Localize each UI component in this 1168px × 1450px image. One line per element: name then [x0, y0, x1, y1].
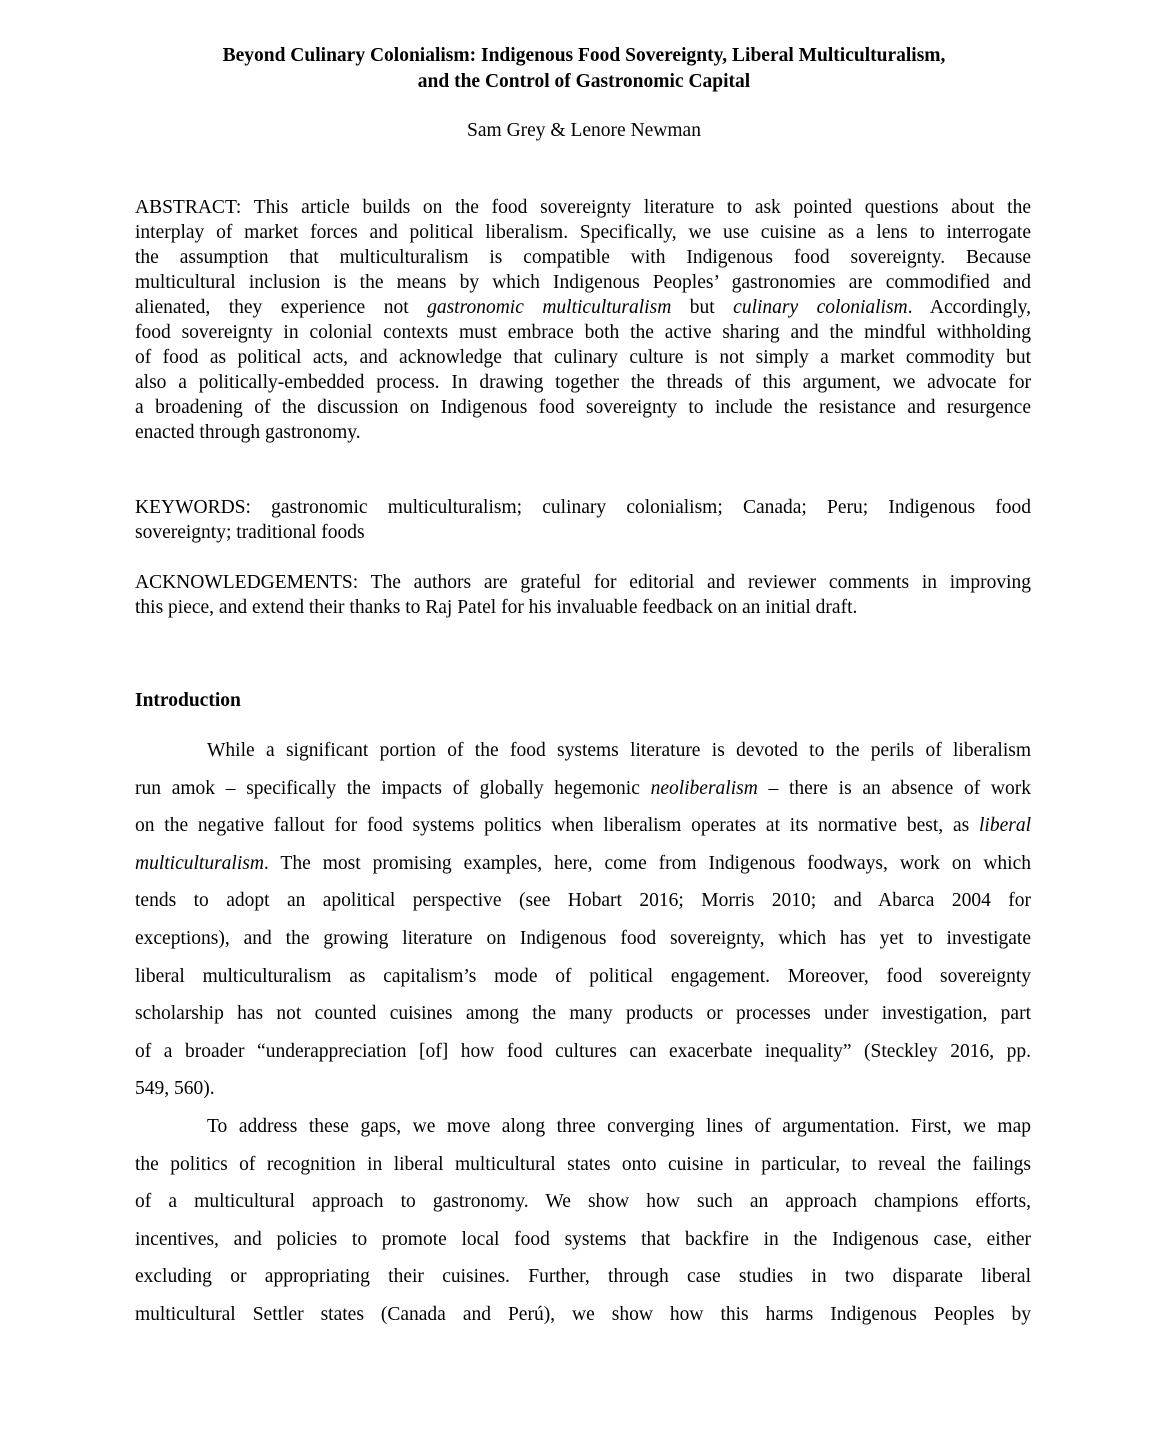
acknowledgements-line: ACKNOWLEDGEMENTS: The authors are grateful for editorial and reviewer comments in improving — [135, 572, 1031, 593]
abstract-line: enacted through gastronomy. — [135, 422, 361, 443]
abstract-section — [135, 195, 1031, 445]
paragraph-line: of a broader “underappreciation [of] how food cultures can exacerbate inequality” (Steckley 2016, pp. — [135, 1040, 1031, 1062]
abstract-label: ABSTRACT: — [135, 197, 242, 218]
abstract-line: ABSTRACT: This article builds on the food sovereignty literature to ask pointed questions about the — [135, 197, 1031, 218]
keywords-section — [135, 495, 1031, 545]
intro-paragraph-1 — [135, 732, 1031, 1108]
paper-title — [0, 43, 1168, 95]
paragraph-line: incentives, and policies to promote local food systems that backfire in the Indigenous case, either — [135, 1228, 1031, 1250]
abstract-line: the assumption that multiculturalism is compatible with Indigenous food sovereignty. Because — [135, 247, 1031, 268]
section-heading-introduction: Introduction — [135, 690, 241, 711]
intro-paragraph-2 — [135, 1108, 1031, 1334]
paragraph-line: tends to adopt an apolitical perspective (see Hobart 2016; Morris 2010; and Abarca 2004 for — [135, 890, 1031, 912]
paragraph-line: To address these gaps, we move along three converging lines of argumentation. First, we map — [207, 1116, 1031, 1137]
paragraph-line: excluding or appropriating their cuisines. Further, through case studies in two disparate liberal — [135, 1266, 1031, 1288]
paragraph-line: run amok – specifically the impacts of globally hegemonic neoliberalism – there is an absence of work — [135, 777, 1031, 799]
title-line-1: Beyond Culinary Colonialism: Indigenous Food Sovereignty, Liberal Multiculturalism, — [222, 45, 946, 66]
emphasis-term: culinary colonialism — [733, 297, 908, 318]
emphasis-term: multiculturalism — [135, 852, 264, 874]
emphasis-term: gastronomic multiculturalism — [427, 297, 672, 318]
abstract-line: of food as political acts, and acknowledge that culinary culture is not simply a market commodity but — [135, 347, 1031, 368]
paragraph-line: exceptions), and the growing literature on Indigenous food sovereignty, which has yet to investigate — [135, 927, 1031, 949]
abstract-line: a broadening of the discussion on Indigenous food sovereignty to include the resistance and resurgence — [135, 397, 1031, 418]
paragraph-line: multicultural Settler states (Canada and Perú), we show how this harms Indigenous Peoples by — [135, 1303, 1031, 1325]
paragraph-line: While a significant portion of the food systems literature is devoted to the perils of liberalism — [207, 740, 1031, 761]
abstract-line: alienated, they experience not gastronomic multiculturalism but culinary colonialism. Accordingly, — [135, 297, 1031, 318]
acknowledgements-section — [135, 570, 1031, 620]
paragraph-line: 549, 560). — [135, 1078, 215, 1100]
emphasis-term: neoliberalism — [650, 777, 758, 799]
emphasis-term: liberal — [979, 815, 1031, 837]
paragraph-line: on the negative fallout for food systems politics when liberalism operates at its normative best, as liberal — [135, 815, 1031, 837]
paragraph-line: liberal multiculturalism as capitalism’s mode of political engagement. Moreover, food sovereignty — [135, 965, 1031, 987]
paragraph-line: the politics of recognition in liberal multicultural states onto cuisine in particular, to reveal the failings — [135, 1153, 1031, 1175]
abstract-line: interplay of market forces and political liberalism. Specifically, we use cuisine as a lens to interrogate — [135, 222, 1031, 243]
abstract-line: also a politically-embedded process. In drawing together the threads of this argument, we advocate for — [135, 372, 1031, 393]
keywords-line: sovereignty; traditional foods — [135, 522, 365, 543]
author-list: Sam Grey & Lenore Newman — [467, 120, 701, 141]
keywords-label: KEYWORDS: — [135, 497, 251, 518]
abstract-line: food sovereignty in colonial contexts must embrace both the active sharing and the mindful withholding — [135, 322, 1031, 343]
keywords-line: KEYWORDS: gastronomic multiculturalism; culinary colonialism; Canada; Peru; Indigenous food — [135, 497, 1031, 518]
acknowledgements-label: ACKNOWLEDGEMENTS: — [135, 572, 359, 593]
acknowledgements-line: this piece, and extend their thanks to Raj Patel for his invaluable feedback on an initial draft. — [135, 597, 858, 618]
abstract-line: multicultural inclusion is the means by which Indigenous Peoples’ gastronomies are commodified and — [135, 272, 1031, 293]
paragraph-line: multiculturalism. The most promising examples, here, come from Indigenous foodways, work on which — [135, 852, 1031, 874]
paragraph-line: of a multicultural approach to gastronomy. We show how such an approach champions efforts, — [135, 1191, 1031, 1213]
paragraph-line: scholarship has not counted cuisines among the many products or processes under investigation, part — [135, 1003, 1031, 1025]
title-line-2: and the Control of Gastronomic Capital — [417, 71, 751, 92]
